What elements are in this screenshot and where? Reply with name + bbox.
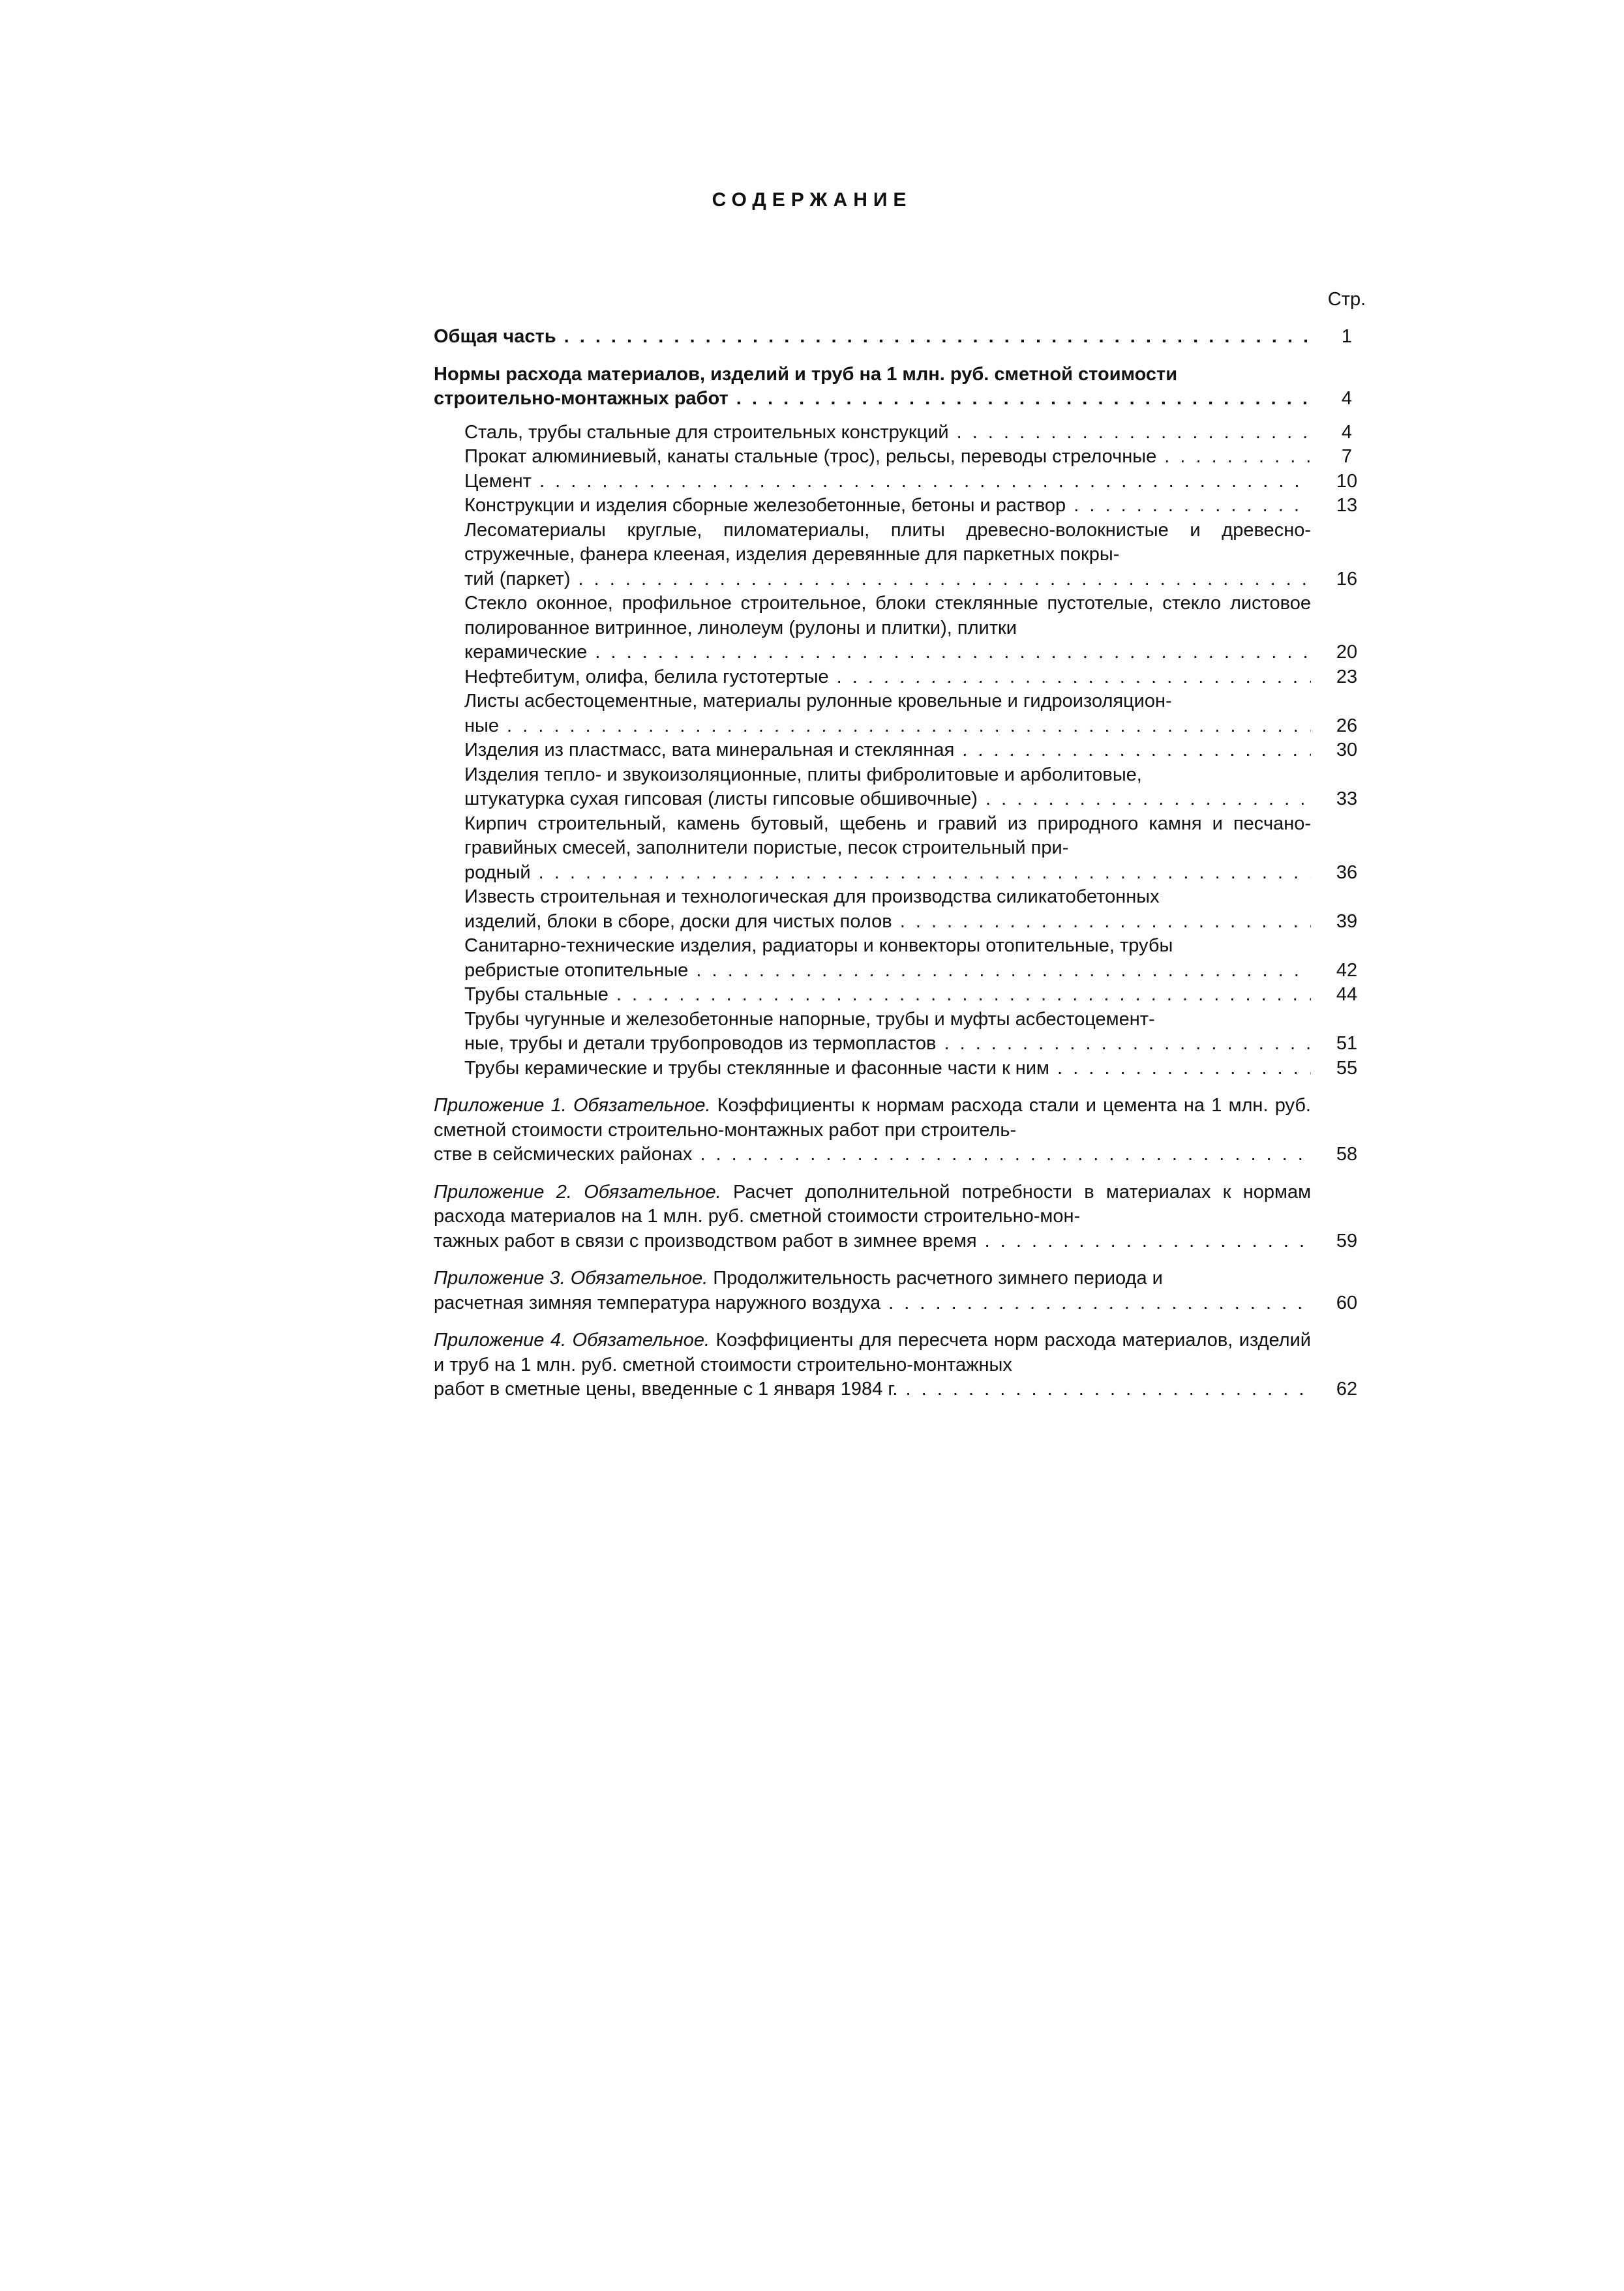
toc-entry-title-last-line: работ в сметные цены, введенные с 1 января 1984 г. . . .	[434, 1377, 1311, 1402]
toc-entry-title: Санитарно-технические изделия, радиаторы и конвекторы отопительные, трубы	[464, 935, 1173, 956]
toc-page-number: 39	[1336, 910, 1358, 932]
toc-entry-general[interactable]	[434, 325, 1383, 350]
toc-entry-title: Прокат алюминиевый, канаты стальные (трос), рельсы, переводы стрелочные . . .	[464, 445, 1311, 470]
toc-entry-title-last-line: расчетная зимняя температура наружного воздуха . . .	[434, 1291, 1311, 1316]
toc-subentry[interactable]	[434, 812, 1383, 886]
toc-entry-title-last-line: ные . . .	[464, 714, 1311, 739]
toc-page-number: 13	[1336, 495, 1358, 516]
table-of-contents	[434, 325, 1383, 1402]
toc-subentry[interactable]	[434, 1008, 1383, 1056]
toc-page-number: 4	[1341, 421, 1353, 443]
toc-entry-title: Изделия из пластмасс, вата минеральная и стеклянная . . .	[464, 738, 1311, 763]
toc-page-number: 16	[1336, 568, 1358, 590]
toc-entry-title: Листы асбестоцементные, материалы рулонные кровельные и гидроизоляцион-	[464, 691, 1172, 711]
toc-entry-title: Кирпич строительный, камень бутовый, щебень и гравий из природного камня и песчано-гравийных смесей, заполнители пористые, песок строительный при-	[464, 813, 1311, 858]
toc-entry-title: Известь строительная и технологическая для производства силикатобетонных	[464, 886, 1160, 907]
toc-appendix-label: Приложение 4. Обязательное.	[434, 1330, 710, 1351]
page-column-header: Стр.	[1327, 289, 1366, 310]
toc-entry-title: Нормы расхода материалов, изделий и труб на 1 млн. руб. сметной стоимости	[434, 363, 1178, 385]
toc-page-number: 36	[1336, 861, 1358, 883]
toc-subentry[interactable]	[434, 445, 1383, 470]
toc-entry-title-last-line: изделий, блоки в сборе, доски для чистых полов . . .	[464, 910, 1311, 935]
toc-entry-title-last-line: ребристые отопительные . . .	[464, 959, 1311, 983]
page-title: СОДЕРЖАНИЕ	[712, 189, 912, 211]
toc-entry-title: Коэффициенты к нормам расхода стали и цемента на 1 млн. руб. сметной стоимости строительно-монтажных работ при строитель-	[434, 1095, 1311, 1141]
toc-page-number: 51	[1336, 1033, 1358, 1054]
toc-page-number: 33	[1336, 788, 1358, 809]
toc-page-number: 4	[1341, 388, 1353, 409]
toc-entry-title-last-line: стве в сейсмических районах . . .	[434, 1143, 1311, 1167]
toc-page-number: 42	[1336, 959, 1358, 981]
toc-page-number: 60	[1336, 1292, 1358, 1313]
toc-entry-title: Трубы керамические и трубы стеклянные и фасонные части к ним . . .	[464, 1056, 1311, 1081]
toc-subentry[interactable]	[434, 494, 1383, 518]
toc-appendix-label: Приложение 3. Обязательное.	[434, 1268, 708, 1289]
toc-page-number: 23	[1336, 666, 1358, 687]
toc-subentry[interactable]	[434, 421, 1383, 445]
toc-subentry[interactable]	[434, 689, 1383, 738]
toc-page-number: 20	[1336, 642, 1358, 663]
toc-appendix-label: Приложение 1. Обязательное.	[434, 1095, 711, 1116]
toc-entry-title: Сталь, трубы стальные для строительных конструкций . . .	[464, 421, 1311, 445]
toc-entry-title: Изделия тепло- и звукоизоляционные, плиты фибролитовые и арболитовые,	[464, 764, 1142, 785]
toc-subentry[interactable]	[434, 763, 1383, 812]
toc-entry-title: Лесоматериалы круглые, пиломатериалы, плиты древесно-волокнистые и древесно-стружечные, фанера клееная, изделия деревянные для паркетных покры-	[464, 519, 1311, 565]
toc-entry-title: Стекло оконное, профильное строительное, блоки стеклянные пустотелые, стекло листовое полированное витринное, линолеум (рулоны и плитки), плитки	[464, 593, 1311, 638]
toc-page-number: 10	[1336, 470, 1358, 492]
toc-entry-norms[interactable]	[434, 363, 1383, 412]
toc-entry-title: Расчет дополнительной потребности в материалах к нормам расхода материалов на 1 млн. руб. сметной стоимости строительно-мон-	[434, 1181, 1311, 1227]
toc-entry-title: Нефтебитум, олифа, белила густотертые . . .	[464, 665, 1311, 690]
toc-entry-appendix-3[interactable]	[434, 1266, 1383, 1315]
toc-subentry[interactable]	[434, 983, 1383, 1008]
toc-entry-title: Общая часть . . .	[434, 325, 1311, 350]
toc-entry-title: Цемент . . .	[464, 470, 1311, 494]
toc-entry-appendix-1[interactable]	[434, 1094, 1383, 1167]
toc-page-number: 59	[1336, 1230, 1358, 1251]
toc-entry-title-last-line: родный . . .	[464, 861, 1311, 886]
toc-page-number: 26	[1336, 715, 1358, 736]
toc-entry-title: Трубы чугунные и железобетонные напорные, трубы и муфты асбестоцемент-	[464, 1008, 1155, 1030]
toc-page-number: 55	[1336, 1057, 1358, 1079]
toc-page-number: 62	[1336, 1379, 1358, 1400]
toc-entry-title: Конструкции и изделия сборные железобетонные, бетоны и раствор . . .	[464, 494, 1311, 518]
toc-page-number: 58	[1336, 1144, 1358, 1165]
toc-entry-title-last-line: штукатурка сухая гипсовая (листы гипсовые обшивочные) . . .	[464, 787, 1311, 812]
toc-subentry[interactable]	[434, 885, 1383, 934]
toc-entry-appendix-2[interactable]	[434, 1180, 1383, 1254]
toc-entry-title-last-line: керамические . . .	[464, 640, 1311, 665]
toc-subentry[interactable]	[434, 738, 1383, 763]
toc-page-number: 7	[1341, 446, 1353, 467]
toc-page-number: 30	[1336, 740, 1358, 760]
toc-subentry[interactable]	[434, 470, 1383, 494]
toc-subentry[interactable]	[434, 591, 1383, 665]
toc-subentry[interactable]	[434, 1056, 1383, 1081]
toc-subentry[interactable]	[434, 518, 1383, 592]
toc-subentry[interactable]	[434, 934, 1383, 983]
toc-entry-title: Продолжительность расчетного зимнего периода и	[713, 1268, 1163, 1289]
toc-entry-title-last-line: ные, трубы и детали трубопроводов из термопластов . . .	[464, 1032, 1311, 1056]
toc-entry-title-last-line: строительно-монтажных работ . . .	[434, 387, 1311, 412]
toc-page-number: 1	[1341, 326, 1353, 347]
toc-entry-title: Трубы стальные . . .	[464, 983, 1311, 1008]
toc-entry-title: Коэффициенты для пересчета норм расхода материалов, изделий и труб на 1 млн. руб. сметной стоимости строительно-монтажных	[434, 1330, 1311, 1375]
toc-subentry[interactable]	[434, 665, 1383, 690]
toc-entry-appendix-4[interactable]	[434, 1328, 1383, 1402]
toc-appendix-label: Приложение 2. Обязательное.	[434, 1181, 721, 1203]
toc-entry-title-last-line: тий (паркет) . . .	[464, 567, 1311, 592]
toc-entry-title-last-line: тажных работ в связи с производством работ в зимнее время . . .	[434, 1229, 1311, 1254]
toc-page-number: 44	[1336, 984, 1358, 1005]
